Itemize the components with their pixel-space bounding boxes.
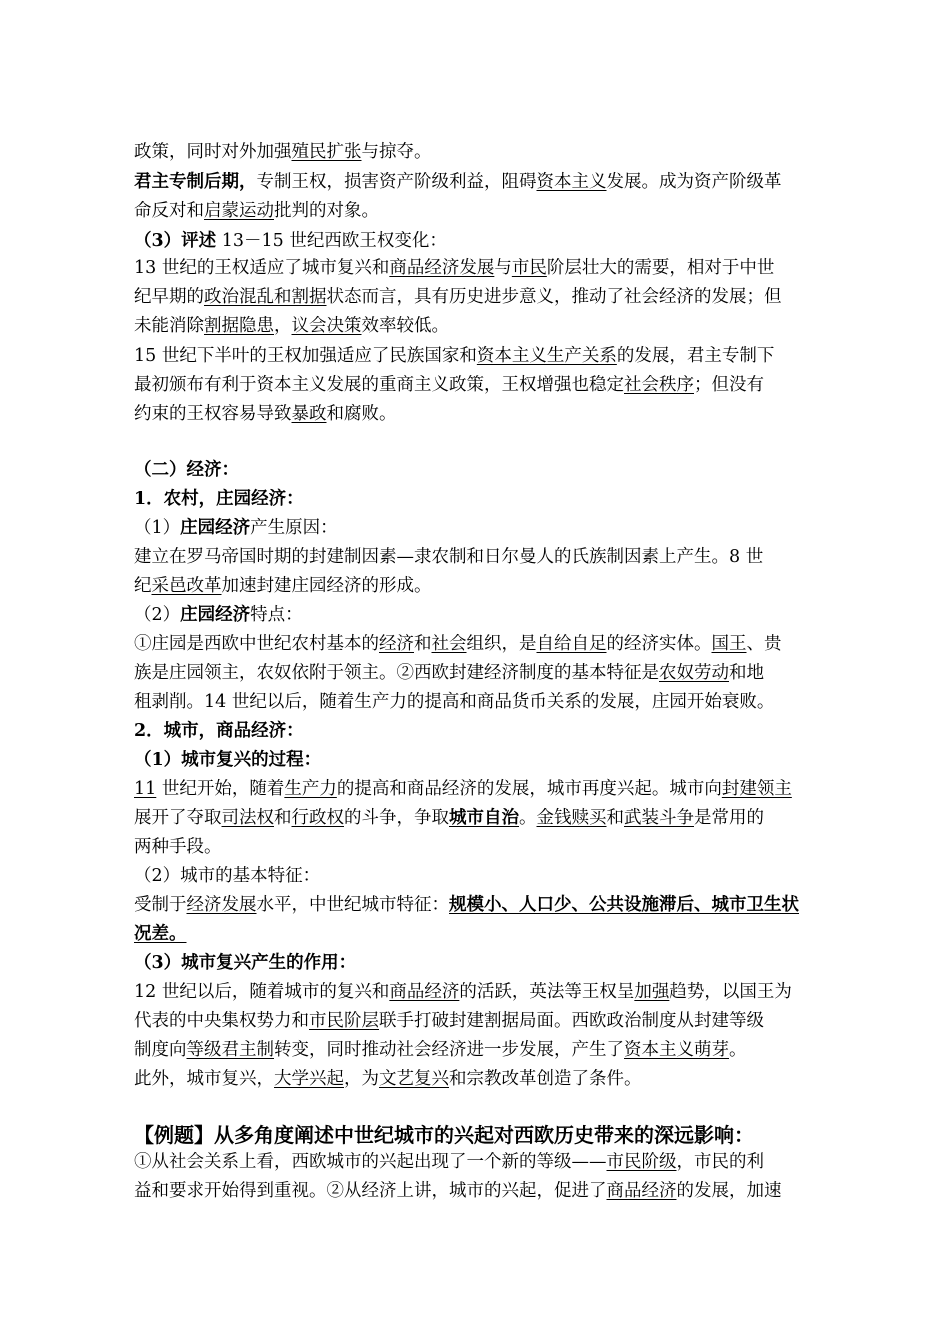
text-line <box>134 632 782 656</box>
text-run: 。 <box>729 1040 747 1060</box>
text-run: 和 <box>414 634 432 654</box>
text-run: 状态而言，具有历史进步意义，推动了社会经济的发展；但 <box>326 287 782 307</box>
text-run: 和地 <box>729 663 764 683</box>
text-line <box>134 574 432 598</box>
text-line <box>134 140 432 164</box>
underlined-term: 等级君主制 <box>186 1040 274 1060</box>
text-run: ；但没有 <box>694 375 764 395</box>
underlined-term: 11 <box>134 779 157 799</box>
text-run: 和腐败。 <box>326 404 397 424</box>
text-run: 两种手段。 <box>134 837 222 857</box>
text-run: （2）城市的基本特征： <box>134 866 321 886</box>
text-line <box>134 951 356 975</box>
text-run: 产生原因： <box>250 518 338 538</box>
text-line <box>134 690 774 714</box>
underlined-term: 生产力 <box>284 779 337 799</box>
text-run: ，市民的利 <box>676 1152 764 1172</box>
text-line <box>134 980 792 1004</box>
underlined-term: 资本主义生产关系 <box>476 346 617 366</box>
text-run: 命反对和 <box>134 201 204 221</box>
text-run: 族是庄园领主，农奴依附于领主。②西欧封建经济制度的基本特征是 <box>134 663 659 683</box>
underlined-term: 规模小、人口少、公共设施滞后、城市卫生状 <box>449 895 799 915</box>
text-run: 、贵 <box>746 634 782 654</box>
text-run: 发展。成为资产阶级革 <box>606 172 782 192</box>
text-line <box>134 1123 754 1149</box>
text-run: 与掠夺。 <box>361 142 432 162</box>
text-run: 代表的中央集权势力和 <box>134 1011 309 1031</box>
text-line <box>134 1067 642 1091</box>
text-line <box>134 170 782 194</box>
text-run: （3）评述 <box>134 231 217 251</box>
text-line <box>134 777 792 801</box>
text-run: ， <box>274 316 292 336</box>
text-run: 建立在罗马帝国时期的封建制因素—隶农制和日尔曼人的氏族制因素上产生。8 世 <box>134 547 764 567</box>
text-line <box>134 1150 764 1174</box>
underlined-term: 市民 <box>511 258 547 278</box>
text-run: 政策，同时对外加强 <box>134 142 292 162</box>
text-line <box>134 545 763 569</box>
underlined-term: 采邑改革 <box>151 576 222 596</box>
text-run: 的提高和商品经济的发展，城市再度兴起。城市向 <box>336 779 722 799</box>
text-run: 特点： <box>250 605 303 625</box>
text-run: 是常用的 <box>694 808 764 828</box>
text-run: 展开了夺取 <box>134 808 222 828</box>
example-heading: 【例题】从多角度阐述中世纪城市的兴起对西欧历史带来的深远影响： <box>134 1123 754 1147</box>
underlined-term: 文艺复兴 <box>379 1069 449 1089</box>
text-run: 的发展，加速 <box>676 1181 782 1201</box>
text-run: 组织，是 <box>466 634 537 654</box>
underlined-term: 加强 <box>634 982 670 1002</box>
underlined-term: 国王 <box>711 634 747 654</box>
underlined-term: 城市自治 <box>449 808 519 828</box>
text-line <box>134 603 303 627</box>
text-run: ①从社会关系上看，西欧城市的兴起出现了一个新的等级—— <box>134 1152 607 1172</box>
text-line <box>134 487 304 511</box>
text-run: 效率较低。 <box>361 316 449 336</box>
underlined-term: 议会决策 <box>291 316 362 336</box>
text-run: 世纪开始，随着 <box>156 779 285 799</box>
text-run: 的活跃，英法等王权呈 <box>459 982 635 1002</box>
text-line <box>134 864 320 888</box>
text-run: 13 世纪的王权适应了城市复兴和 <box>134 258 390 278</box>
underlined-term: 武装斗争 <box>624 808 694 828</box>
underlined-term: 政治混乱和割据 <box>204 287 327 307</box>
text-run: 。 <box>519 808 537 828</box>
text-run: 约束的王权容易导致 <box>134 404 292 424</box>
text-run: 的经济实体。 <box>606 634 712 654</box>
text-run: 水平，中世纪城市特征： <box>256 895 449 915</box>
underlined-term: 市民阶级 <box>606 1152 677 1172</box>
text-run: 庄园经济 <box>180 518 251 538</box>
text-line <box>134 373 764 397</box>
text-line <box>134 1038 747 1062</box>
text-run: 庄园经济 <box>180 605 251 625</box>
text-line <box>134 719 304 743</box>
text-run: 益和要求开始得到重视。②从经济上讲，城市的兴起，促进了 <box>134 1181 607 1201</box>
text-line <box>134 806 764 830</box>
text-line <box>134 402 397 426</box>
text-run: 和 <box>274 808 292 828</box>
underlined-term: 社会 <box>431 634 467 654</box>
text-run: 未能消除 <box>134 316 204 336</box>
underlined-term: 商品经济 <box>606 1181 677 1201</box>
text-line <box>134 893 799 917</box>
text-run: 制度向 <box>134 1040 187 1060</box>
text-run: 2．城市，商品经济： <box>134 721 304 741</box>
text-line <box>134 1179 782 1203</box>
underlined-term: 自给自足 <box>536 634 607 654</box>
underlined-term: 农奴劳动 <box>659 663 729 683</box>
text-run: 阶层壮大的需要，相对于中世 <box>546 258 775 278</box>
text-run: （二）经济： <box>134 460 239 480</box>
underlined-term: 金钱赎买 <box>536 808 607 828</box>
text-run: 的斗争，争取 <box>344 808 449 828</box>
underlined-term: 大学兴起 <box>274 1069 344 1089</box>
underlined-term: 况差。 <box>134 924 187 944</box>
text-line <box>134 1009 764 1033</box>
underlined-term: 商品经济发展 <box>389 258 495 278</box>
text-run: 12 世纪以后，随着城市的复兴和 <box>134 982 390 1002</box>
text-run: （1）城市复兴的过程： <box>134 750 322 770</box>
text-run: 纪早期的 <box>134 287 204 307</box>
text-run: ①庄园是西欧中世纪农村基本的 <box>134 634 379 654</box>
text-line <box>134 344 774 368</box>
text-line <box>134 748 321 772</box>
underlined-term: 暴政 <box>291 404 327 424</box>
text-run: 转变，同时推动社会经济进一步发展，产生了 <box>274 1040 624 1060</box>
text-run: 的发展，君主专制下 <box>616 346 775 366</box>
text-run: 13－15 世纪西欧王权变化： <box>216 231 447 251</box>
text-run: 1．农村，庄园经济： <box>134 489 304 509</box>
underlined-term: 经济 <box>379 634 414 654</box>
text-run: （3）城市复兴产生的作用： <box>134 953 357 973</box>
text-line <box>134 229 447 253</box>
text-run: 租剥削。14 世纪以后，随着生产力的提高和商品货币关系的发展，庄园开始衰败。 <box>134 692 775 712</box>
underlined-term: 行政权 <box>291 808 344 828</box>
text-run: 15 世纪下半叶的王权加强适应了民族国家和 <box>134 346 477 366</box>
underlined-term: 商品经济 <box>389 982 460 1002</box>
text-line <box>134 256 774 280</box>
text-line <box>134 285 782 309</box>
underlined-term: 资本主义萌芽 <box>624 1040 729 1060</box>
text-line <box>134 199 379 223</box>
text-line <box>134 835 222 859</box>
text-run: 专制王权，损害资产阶级利益，阻碍 <box>256 172 537 192</box>
text-run: 最初颁布有利于资本主义发展的重商主义政策，王权增强也稳定 <box>134 375 624 395</box>
text-run: 加速封建庄园经济的形成。 <box>221 576 432 596</box>
text-run: 联手打破封建割据局面。西欧政治制度从封建等级 <box>379 1011 764 1031</box>
text-run: 此外，城市复兴， <box>134 1069 274 1089</box>
text-run: 与 <box>494 258 512 278</box>
underlined-term: 社会秩序 <box>624 375 694 395</box>
underlined-term: 经济发展 <box>186 895 257 915</box>
text-run: 君主专制后期， <box>134 172 257 192</box>
text-line <box>134 661 764 685</box>
underlined-term: 资本主义 <box>536 172 607 192</box>
underlined-term: 市民阶层 <box>309 1011 379 1031</box>
text-run: 受制于 <box>134 895 187 915</box>
text-run: 纪 <box>134 576 152 596</box>
text-run: 批判的对象。 <box>274 201 379 221</box>
underlined-term: 殖民扩张 <box>291 142 362 162</box>
text-run: （2） <box>134 605 181 625</box>
text-run: 趋势，以国王为 <box>669 982 792 1002</box>
text-run: ，为 <box>344 1069 379 1089</box>
text-line <box>134 922 187 946</box>
underlined-term: 封建领主 <box>721 779 792 799</box>
text-line <box>134 516 338 540</box>
text-run: （1） <box>134 518 181 538</box>
text-run: 和 <box>606 808 624 828</box>
text-line <box>134 458 239 482</box>
underlined-term: 司法权 <box>221 808 274 828</box>
underlined-term: 割据隐患 <box>204 316 274 336</box>
underlined-term: 启蒙运动 <box>204 201 274 221</box>
text-line <box>134 314 449 338</box>
text-run: 和宗教改革创造了条件。 <box>449 1069 642 1089</box>
